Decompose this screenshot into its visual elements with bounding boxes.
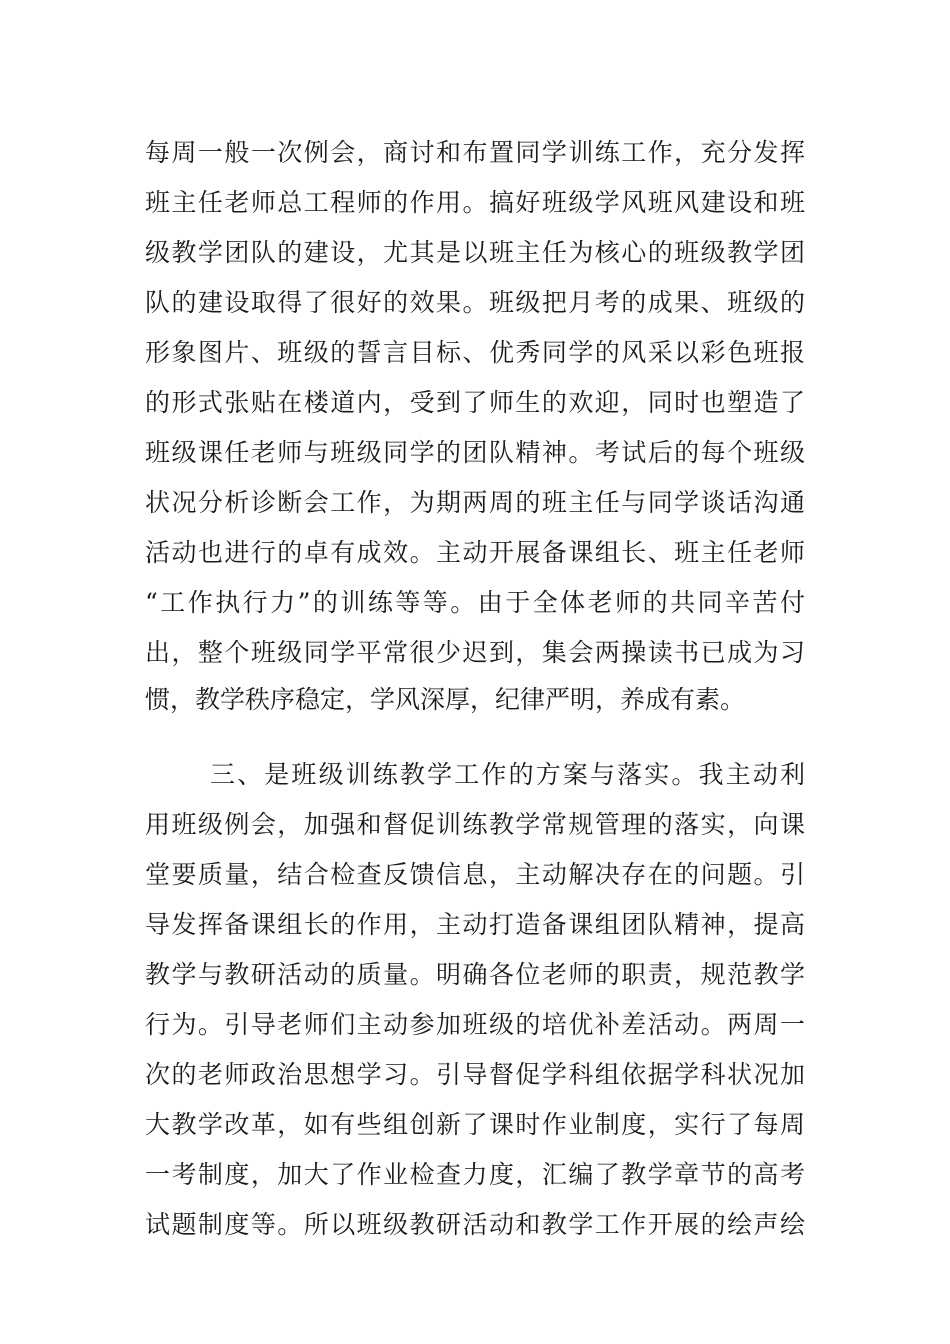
text-line: “工作执行力”的训练等等。由于全体老师的共同辛苦付	[145, 588, 805, 617]
text-line: 级教学团队的建设，尤其是以班主任为核心的班级教学团	[145, 238, 805, 267]
text-line: 大教学改革，如有些组创新了课时作业制度，实行了每周	[145, 1110, 805, 1139]
text-line: 堂要质量，结合检查反馈信息，主动解决存在的问题。引	[145, 860, 805, 889]
text-line: 次的老师政治思想学习。引导督促学科组依据学科状况加	[145, 1060, 805, 1089]
text-line: 的形式张贴在楼道内，受到了师生的欢迎，同时也塑造了	[145, 388, 805, 417]
text-line: 用班级例会，加强和督促训练教学常规管理的落实，向课	[145, 810, 805, 839]
text-line: 班级课任老师与班级同学的团队精神。考试后的每个班级	[145, 438, 805, 467]
text-line: 出，整个班级同学平常很少迟到，集会两操读书已成为习	[145, 638, 805, 667]
text-line: 班主任老师总工程师的作用。搞好班级学风班风建设和班	[145, 188, 805, 217]
text-line: 状况分析诊断会工作，为期两周的班主任与同学谈话沟通	[145, 488, 805, 517]
text-line: 一考制度，加大了作业检查力度，汇编了教学章节的高考	[145, 1160, 805, 1189]
text-line: 活动也进行的卓有成效。主动开展备课组长、班主任老师	[145, 538, 805, 567]
text-line: 试题制度等。所以班级教研活动和教学工作开展的绘声绘	[145, 1210, 805, 1239]
text-line: 队的建设取得了很好的效果。班级把月考的成果、班级的	[145, 288, 805, 317]
text-line: 每周一般一次例会，商讨和布置同学训练工作，充分发挥	[145, 138, 805, 167]
text-line: 导发挥备课组长的作用，主动打造备课组团队精神，提高	[145, 910, 805, 939]
text-line: 教学与教研活动的质量。明确各位老师的职责，规范教学	[145, 960, 805, 989]
text-line: 行为。引导老师们主动参加班级的培优补差活动。两周一	[145, 1010, 805, 1039]
paragraph-first-line: 三、是班级训练教学工作的方案与落实。我主动利	[210, 760, 805, 789]
text-line: 惯，教学秩序稳定，学风深厚，纪律严明，养成有素。	[145, 685, 746, 714]
text-line: 形象图片、班级的誓言目标、优秀同学的风采以彩色班报	[145, 338, 805, 367]
